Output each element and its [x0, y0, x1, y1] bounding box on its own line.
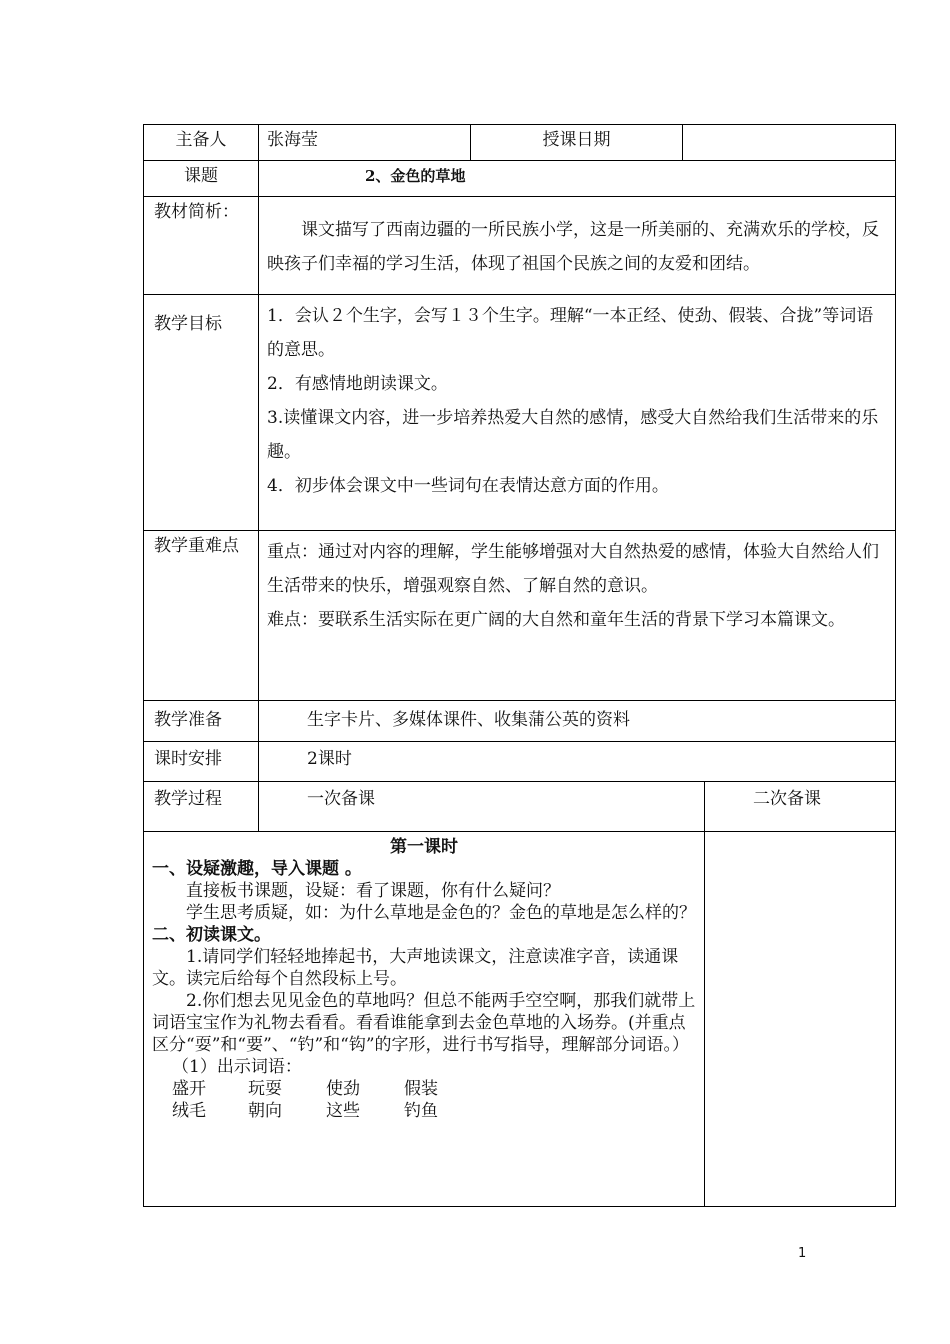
goals-row — [144, 295, 896, 531]
goals-label: 教学目标 — [144, 295, 259, 531]
words-row-2 — [152, 1100, 696, 1122]
schedule-value: 2课时 — [259, 742, 896, 782]
topic-label: 课题 — [144, 161, 259, 197]
first-prep-label: 一次备课 — [259, 782, 705, 832]
key-points-label: 教学重难点 — [144, 531, 259, 701]
goal-item-2: 2．有感情地朗读课文。 — [267, 374, 448, 394]
goal-item-1: 1．会认２个生字，会写１３个生字。理解“一本正经、使劲、假装、合拢”等词语的意思。 — [267, 306, 874, 360]
preparer-name: 张海莹 — [259, 125, 471, 161]
key-difficulty: 难点：要联系生活实际在更广阔的大自然和童年生活的背景下学习本篇课文。 — [267, 610, 845, 630]
word: 使劲 — [326, 1079, 360, 1099]
word: 这些 — [326, 1101, 360, 1121]
header-row — [144, 125, 896, 161]
lesson-title: 第一课时 — [390, 837, 458, 857]
section1-p2: 学生思考质疑，如：为什么草地是金色的？金色的草地是怎么样的？ — [186, 903, 696, 923]
key-points-row — [144, 531, 896, 701]
second-prep-content — [705, 832, 896, 1207]
prep-value: 生字卡片、多媒体课件、收集蒲公英的资料 — [259, 701, 896, 742]
word: 绒毛 — [172, 1101, 206, 1121]
words-row-1 — [152, 1078, 696, 1100]
word: 假装 — [404, 1079, 438, 1099]
section1-title: 一、设疑激趣，导入课题 。 — [152, 859, 362, 879]
section2-p3: （1）出示词语： — [172, 1057, 302, 1077]
goal-item-3: 3.读懂课文内容，进一步培养热爱大自然的感情，感受大自然给我们生活带来的乐趣。 — [267, 408, 879, 462]
schedule-label: 课时安排 — [144, 742, 259, 782]
process-content-row — [144, 832, 896, 1207]
key-focus: 重点：通过对内容的理解，学生能够增强对大自然热爱的感情，体验大自然给人们生活带来的快乐，增强观察自然、了解自然的意识。 — [267, 542, 879, 596]
topic-row — [144, 161, 896, 197]
analysis-text: 课文描写了西南边疆的一所民族小学，这是一所美丽的、充满欢乐的学校，反映孩子们幸福的学习生活，体现了祖国个民族之间的友爱和团结。 — [267, 220, 879, 274]
analysis-label: 教材简析： — [144, 197, 259, 295]
schedule-row — [144, 742, 896, 782]
preparer-label: 主备人 — [144, 125, 259, 161]
prep-row — [144, 701, 896, 742]
date-label: 授课日期 — [471, 125, 683, 161]
process-header-row — [144, 782, 896, 832]
date-value — [683, 125, 896, 161]
prep-label: 教学准备 — [144, 701, 259, 742]
section2-p1: 1.请同学们轻轻地捧起书，大声地读课文，注意读准字音，读通课文。读完后给每个自然段标上号。 — [152, 947, 679, 989]
section2-p2: 2.你们想去见见金色的草地吗？但总不能两手空空啊，那我们就带上词语宝宝作为礼物去看看。看看谁能拿到去金色草地的入场券。(并重点区分“耍”和“要”、“钓”和“钩”的字形，进行书写指导，理解部分词语。） — [152, 991, 696, 1055]
section1-p1: 直接板书课题，设疑：看了课题，你有什么疑问？ — [186, 881, 560, 901]
second-prep-label: 二次备课 — [705, 782, 896, 832]
page-number: 1 — [798, 1246, 807, 1261]
goal-item-4: 4．初步体会课文中一些词句在表情达意方面的作用。 — [267, 476, 669, 496]
lesson-plan-table — [143, 124, 896, 1207]
word: 朝向 — [248, 1101, 282, 1121]
word: 钓鱼 — [404, 1101, 438, 1121]
process-label: 教学过程 — [144, 782, 259, 832]
first-prep-content — [144, 832, 705, 1207]
topic-value: 2、金色的草地 — [259, 161, 896, 197]
section2-title: 二、初读课文。 — [152, 925, 271, 945]
word: 玩耍 — [248, 1079, 282, 1099]
word: 盛开 — [172, 1079, 206, 1099]
analysis-row — [144, 197, 896, 295]
